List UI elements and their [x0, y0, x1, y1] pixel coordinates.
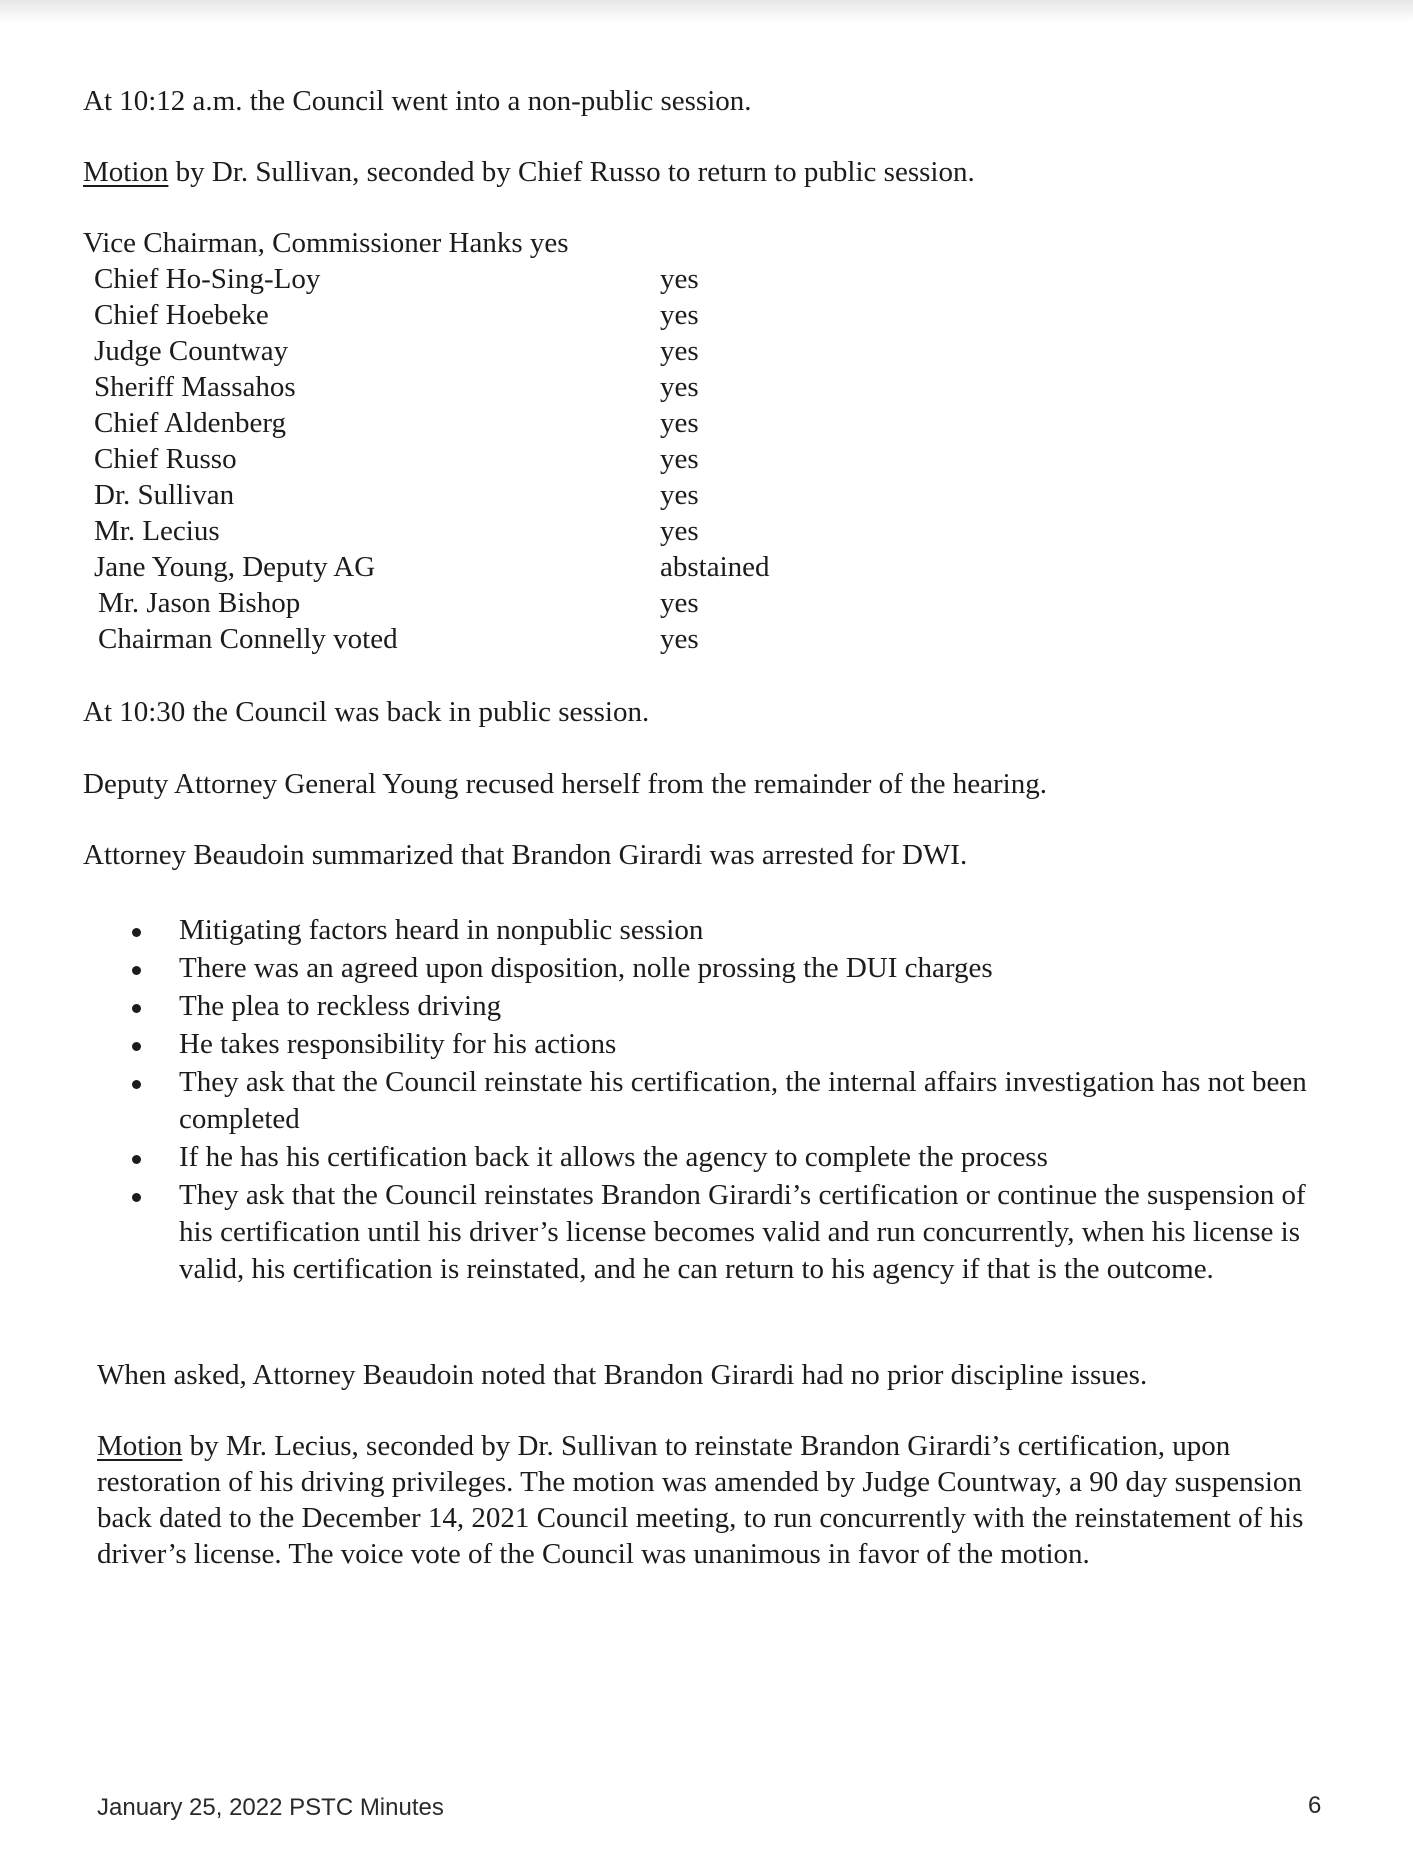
list-item: Mitigating factors heard in nonpublic session [179, 914, 704, 946]
summary-line: Attorney Beaudoin summarized that Brandon Girardi was arrested for DWI. [83, 839, 968, 871]
motion-text: by Dr. Sullivan, seconded by Chief Russo to return to public session. [168, 156, 975, 188]
roll-call-name: Sheriff Massahos [94, 371, 296, 403]
roll-call-name: Chief Ho-Sing-Loy [94, 263, 321, 295]
roll-call-vote: yes [660, 623, 699, 655]
list-item: The plea to reckless driving [179, 990, 502, 1022]
bullet-icon [132, 1042, 141, 1051]
bullet-icon [132, 966, 141, 975]
roll-call-name: Chief Aldenberg [94, 407, 286, 439]
roll-call-vote: abstained [660, 551, 770, 583]
list-item: If he has his certification back it allows the agency to complete the process [179, 1141, 1048, 1173]
roll-call-vote: yes [660, 371, 699, 403]
list-item: They ask that the Council reinstate his certification, the internal affairs investigation has not been completed [179, 1066, 1307, 1135]
roll-call-name: Mr. Jason Bishop [98, 587, 301, 619]
bullet-icon [132, 928, 141, 937]
roll-call-name: Chief Russo [94, 443, 237, 475]
motion-reinstate-paragraph [97, 1428, 1327, 1572]
roll-call-header: Vice Chairman, Commissioner Hanks yes [83, 227, 569, 259]
roll-call-name: Chairman Connelly voted [98, 623, 398, 655]
roll-call-vote: yes [660, 407, 699, 439]
motion-return-public [83, 155, 975, 189]
roll-call-vote: yes [660, 587, 699, 619]
roll-call-name: Chief Hoebeke [94, 299, 269, 331]
prior-discipline-line: When asked, Attorney Beaudoin noted that Brandon Girardi had no prior discipline issues. [97, 1359, 1148, 1391]
scan-top-shadow [0, 0, 1413, 22]
list-item: He takes responsibility for his actions [179, 1028, 617, 1060]
list-item: There was an agreed upon disposition, nolle prossing the DUI charges [179, 952, 993, 984]
bullet-icon [132, 1080, 141, 1089]
motion-label: Motion [83, 156, 169, 188]
roll-call-name: Judge Countway [94, 335, 289, 367]
recusal-line: Deputy Attorney General Young recused herself from the remainder of the hearing. [83, 768, 1047, 800]
list-item: They ask that the Council reinstates Brandon Girardi’s certification or continue the suspension of his certification until his driver’s license becomes valid and run concurrently, when his license is valid, his certification is reinstated, and he can return to his agency if that is the outcome. [179, 1179, 1306, 1285]
roll-call-vote: yes [660, 443, 699, 475]
motion-label: Motion [97, 1430, 183, 1462]
roll-call-name: Mr. Lecius [94, 515, 220, 547]
bullet-icon [132, 1193, 141, 1202]
roll-call-vote: yes [660, 299, 699, 331]
page-number: 6 [1308, 1792, 1322, 1819]
motion-text: by Mr. Lecius, seconded by Dr. Sullivan to reinstate Brandon Girardi’s certification, upon restoration of his driving privileges. The motion was amended by Judge Countway, a 90 day suspension back dated to the December 14, 2021 Council meeting, to run concurrently with the reinstatement of his driver’s license. The voice vote of the Council was unanimous in favor of the motion. [97, 1430, 1304, 1570]
bullet-icon [132, 1004, 141, 1013]
roll-call-name: Dr. Sullivan [94, 479, 235, 511]
nonpublic-session-line: At 10:12 a.m. the Council went into a non-public session. [83, 85, 752, 117]
roll-call-vote: yes [660, 515, 699, 547]
roll-call-vote: yes [660, 263, 699, 295]
back-public-session: At 10:30 the Council was back in public session. [83, 696, 650, 728]
bullet-icon [132, 1155, 141, 1164]
roll-call-vote: yes [660, 479, 699, 511]
roll-call-vote: yes [660, 335, 699, 367]
roll-call-name: Jane Young, Deputy AG [94, 551, 376, 583]
footer-meeting-date: January 25, 2022 PSTC Minutes [97, 1794, 444, 1821]
